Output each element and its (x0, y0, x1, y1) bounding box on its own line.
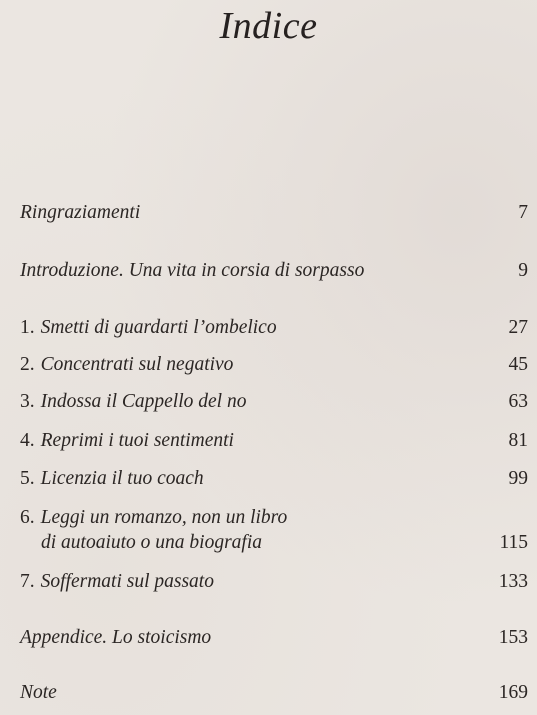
toc-entry-title: Note (20, 682, 57, 703)
toc-page-number: 133 (498, 571, 528, 592)
toc-page-number: 27 (508, 317, 528, 338)
toc-entry-title: Reprimi i tuoi sentimenti (40, 430, 234, 451)
toc-entry-title: Appendice. Lo stoicismo (20, 627, 212, 648)
toc-entry-note[interactable] (20, 680, 528, 705)
toc-entry-title: Licenzia il tuo coach (40, 468, 204, 489)
toc-entry-introduzione[interactable] (20, 258, 528, 283)
toc-page-number: 63 (508, 391, 528, 412)
chapter-number: 2. (20, 354, 35, 375)
toc-entry-title: Introduzione. Una vita in corsia di sorpasso (20, 260, 365, 281)
toc-entry-title: Concentrati sul negativo (40, 354, 234, 375)
toc-page-number: 9 (518, 260, 528, 281)
toc-page-number: 45 (508, 354, 528, 375)
toc-page-number: 153 (498, 627, 528, 648)
toc-entry-ringraziamenti[interactable] (20, 200, 528, 225)
toc-entry-chapter-2[interactable] (20, 352, 528, 377)
toc-entry-chapter-7[interactable] (20, 569, 528, 594)
toc-entry-title: Leggi un romanzo, non un libro (40, 507, 288, 528)
toc-entry-title: Smetti di guardarti l’ombelico (40, 317, 277, 338)
toc-entry-chapter-1[interactable] (20, 315, 528, 340)
chapter-number: 6. (20, 507, 35, 528)
toc-entry-chapter-5[interactable] (20, 466, 528, 491)
toc-entry-chapter-3[interactable] (20, 389, 528, 414)
toc-entry-title: Ringraziamenti (20, 202, 141, 223)
toc-page-number: 169 (498, 682, 528, 703)
toc-page-number: 115 (499, 532, 528, 553)
chapter-number: 5. (20, 468, 35, 489)
toc-entry-appendice[interactable] (20, 625, 528, 650)
chapter-number: 3. (20, 391, 35, 412)
toc-entry-title: Indossa il Cappello del no (40, 391, 247, 412)
chapter-number: 7. (20, 571, 35, 592)
toc-entry-title: Soffermati sul passato (40, 571, 214, 592)
toc-page-number: 81 (508, 430, 528, 451)
page-title: Indice (219, 5, 318, 47)
chapter-number: 1. (20, 317, 35, 338)
toc-entry-chapter-6[interactable] (20, 505, 528, 555)
toc-page-number: 7 (518, 202, 528, 223)
toc-entry-title-continued: di autoaiuto o una biografia (41, 532, 263, 553)
toc-entry-chapter-4[interactable] (20, 428, 528, 453)
toc-page-number: 99 (508, 468, 528, 489)
chapter-number: 4. (20, 430, 35, 451)
